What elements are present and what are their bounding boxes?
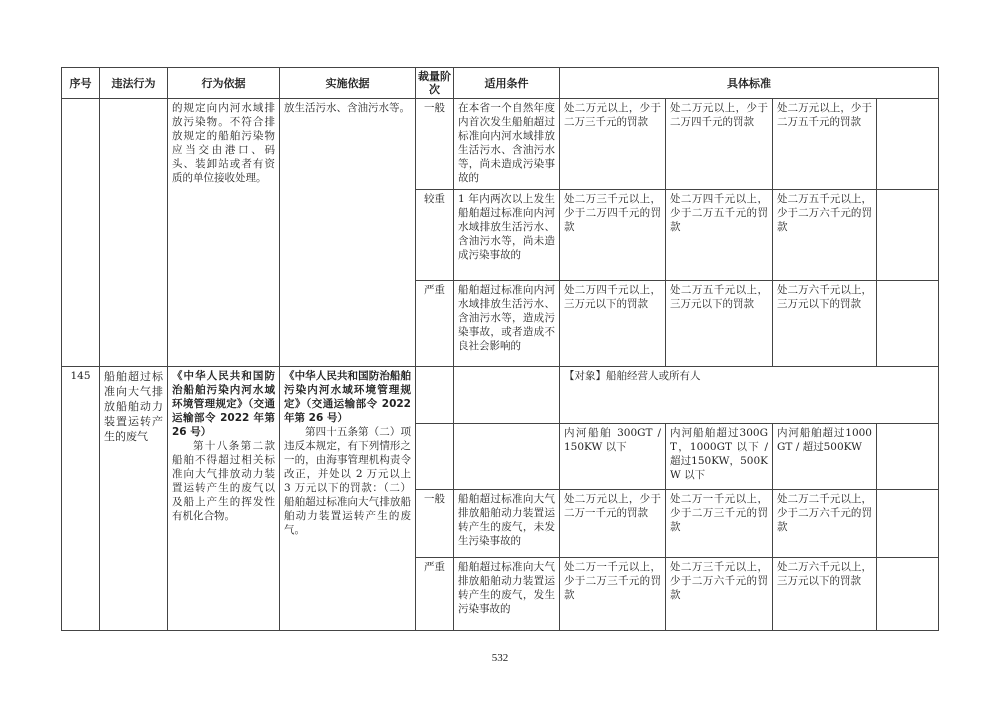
empty-cell: [454, 424, 560, 490]
empty-cell: [877, 281, 939, 367]
condition-text: 在本省一个自然年度内首次发生船舶超过标准向内河水域排放生活污水、含油污水等，尚未造成污染事故的: [454, 99, 560, 190]
standard-cell: 处二万二千元以上，少于二万六千元的罚款: [773, 490, 877, 558]
implementation-cell: [280, 367, 422, 631]
header-conditions: 适用条件: [454, 68, 560, 99]
basis-title: 《中华人民共和国防治船舶污染内河水域环境管理规定》（交通运输部令 2022 年第 26 号）: [172, 370, 275, 438]
penalty-standards-table: [61, 67, 939, 631]
empty-cell: [454, 367, 560, 424]
condition-text: 船舶超过标准向内河水域排放生活污水、含油污水等，造成污染事故，或者造成不良社会影响的: [454, 281, 560, 367]
empty-cell: [877, 424, 939, 490]
empty-cell: [877, 99, 939, 190]
header-seq: 序号: [62, 68, 100, 99]
condition-text: 船舶超过标准向大气排放船舶动力装置运转产生的废气，发生污染事故的: [454, 558, 560, 631]
header-implementation: 实施依据: [280, 68, 416, 99]
header-row: [62, 68, 939, 99]
vessel-category: 内河船舶 300GT / 150KW 以下: [560, 424, 666, 490]
implementation-title: 《中华人民共和国防治船舶污染内河水域环境管理规定》（交通运输部令 2022 年第 26 号）: [284, 370, 411, 424]
level-label: 较重: [416, 190, 454, 281]
condition-text: 1 年内两次以上发生船舶超过标准向内河水域排放生活污水、含油污水等，尚未造成污染事故的: [454, 190, 560, 281]
standard-cell: 处二万一千元以上，少于二万三千元的罚款: [560, 558, 666, 631]
standard-cell: 处二万三千元以上，少于二万四千元的罚款: [560, 190, 666, 281]
standard-cell: 处二万六千元以上，三万元以下的罚款: [773, 281, 877, 367]
level-label: 一般: [416, 490, 454, 558]
standard-cell: 处二万五千元以上，三万元以下的罚款: [666, 281, 773, 367]
empty-cell: [877, 558, 939, 631]
empty-cell: [877, 190, 939, 281]
condition-text: 船舶超过标准向大气排放船舶动力装置运转产生的废气，未发生污染事故的: [454, 490, 560, 558]
level-label: 严重: [416, 281, 454, 367]
header-level: 裁量阶次: [416, 68, 454, 99]
implementation-text: 放生活污水、含油污水等。: [280, 99, 416, 367]
level-label: 一般: [416, 99, 454, 190]
vessel-category: 内河船舶超过1000GT / 超过500KW: [773, 424, 877, 490]
header-basis: 行为依据: [168, 68, 280, 99]
object-label: 【对象】船舶经营人或所有人: [560, 367, 939, 424]
standard-cell: 处二万三千元以上，少于二万六千元的罚款: [666, 558, 773, 631]
page-number: 532: [491, 652, 509, 664]
violation-text: 船舶超过标准向大气排放船舶动力装置运转产生的废气: [100, 367, 168, 631]
empty-cell: [416, 367, 454, 424]
level-label: 严重: [416, 558, 454, 631]
implementation-body: 第四十五条第（二）项 违反本规定，有下列情形之一的，由海事管理机构责令改正，并处以 2 万元以上 3 万元以下的罚款：（二）船舶超过标准向大气排放船舶动力装置运转产生的废气。: [284, 426, 422, 536]
standard-cell: 处二万元以上，少于二万五千元的罚款: [773, 99, 877, 190]
basis-body: 第十八条第二款 船舶不得超过相关标准向大气排放动力装置运转产生的废气以及船上产生的挥发性有机化合物。: [172, 440, 286, 522]
standard-cell: 处二万四千元以上，三万元以下的罚款: [560, 281, 666, 367]
table-row: [62, 99, 939, 190]
standard-cell: 处二万元以上，少于二万三千元的罚款: [560, 99, 666, 190]
standard-cell: 处二万元以上，少于二万一千元的罚款: [560, 490, 666, 558]
standard-cell: 处二万五千元以上，少于二万六千元的罚款: [773, 190, 877, 281]
empty-cell: [877, 490, 939, 558]
header-standards: 具体标准: [560, 68, 939, 99]
standard-cell: 处二万六千元以上，三万元以下的罚款: [773, 558, 877, 631]
vessel-category: 内河船舶超过300GT，1000GT 以下 / 超过150KW，500KW 以下: [666, 424, 773, 490]
header-violation: 违法行为: [100, 68, 168, 99]
standard-cell: 处二万一千元以上，少于二万三千元的罚款: [666, 490, 773, 558]
standard-cell: 处二万四千元以上，少于二万五千元的罚款: [666, 190, 773, 281]
basis-cell: [168, 367, 286, 631]
standard-cell: 处二万元以上，少于二万四千元的罚款: [666, 99, 773, 190]
table-row: [62, 367, 939, 424]
seq-cell-empty: [62, 99, 100, 367]
seq-number: 145: [62, 367, 100, 631]
violation-cell-empty: [100, 99, 168, 367]
basis-text: 的规定向内河水域排放污染物。不符合排放规定的船舶污染物应当交由港口、码头、装卸站或者有资质的单位接收处理。: [168, 99, 280, 367]
